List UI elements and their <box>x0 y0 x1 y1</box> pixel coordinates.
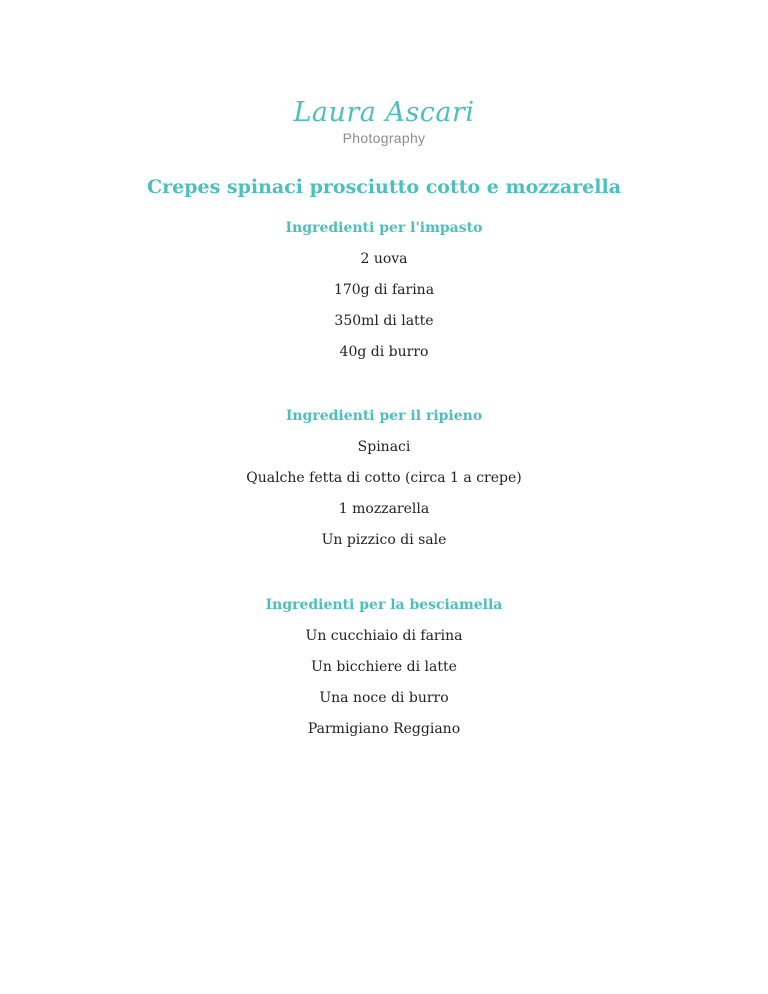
section-heading: Ingredienti per la besciamella <box>265 597 503 613</box>
ingredient-item: 1 mozzarella <box>338 501 430 517</box>
ingredient-item: 2 uova <box>360 251 408 267</box>
recipe-title: Crepes spinaci prosciutto cotto e mozzarella <box>146 176 622 198</box>
section-impasto <box>0 218 768 373</box>
ingredient-item: Un bicchiere di latte <box>311 659 457 675</box>
ingredient-item: Un cucchiaio di farina <box>305 628 463 644</box>
logo-name: Laura Ascari <box>293 97 475 128</box>
section-heading: Ingredienti per il ripieno <box>285 408 483 424</box>
ingredient-item: Una noce di burro <box>319 690 449 706</box>
logo <box>0 96 768 146</box>
ingredient-item: 350ml di latte <box>334 313 434 329</box>
ingredient-item: Parmigiano Reggiano <box>307 721 461 737</box>
ingredient-item: 170g di farina <box>333 282 435 298</box>
section-heading: Ingredienti per l'impasto <box>285 220 483 236</box>
ingredient-item: Qualche fetta di cotto (circa 1 a crepe) <box>246 470 522 486</box>
ingredient-item: Spinaci <box>357 439 411 455</box>
ingredient-item: 40g di burro <box>339 344 429 360</box>
logo-subtitle: Photography <box>342 130 426 146</box>
section-ripieno <box>0 406 768 561</box>
ingredient-item: Un pizzico di sale <box>321 532 447 548</box>
section-besciamella <box>0 595 768 750</box>
